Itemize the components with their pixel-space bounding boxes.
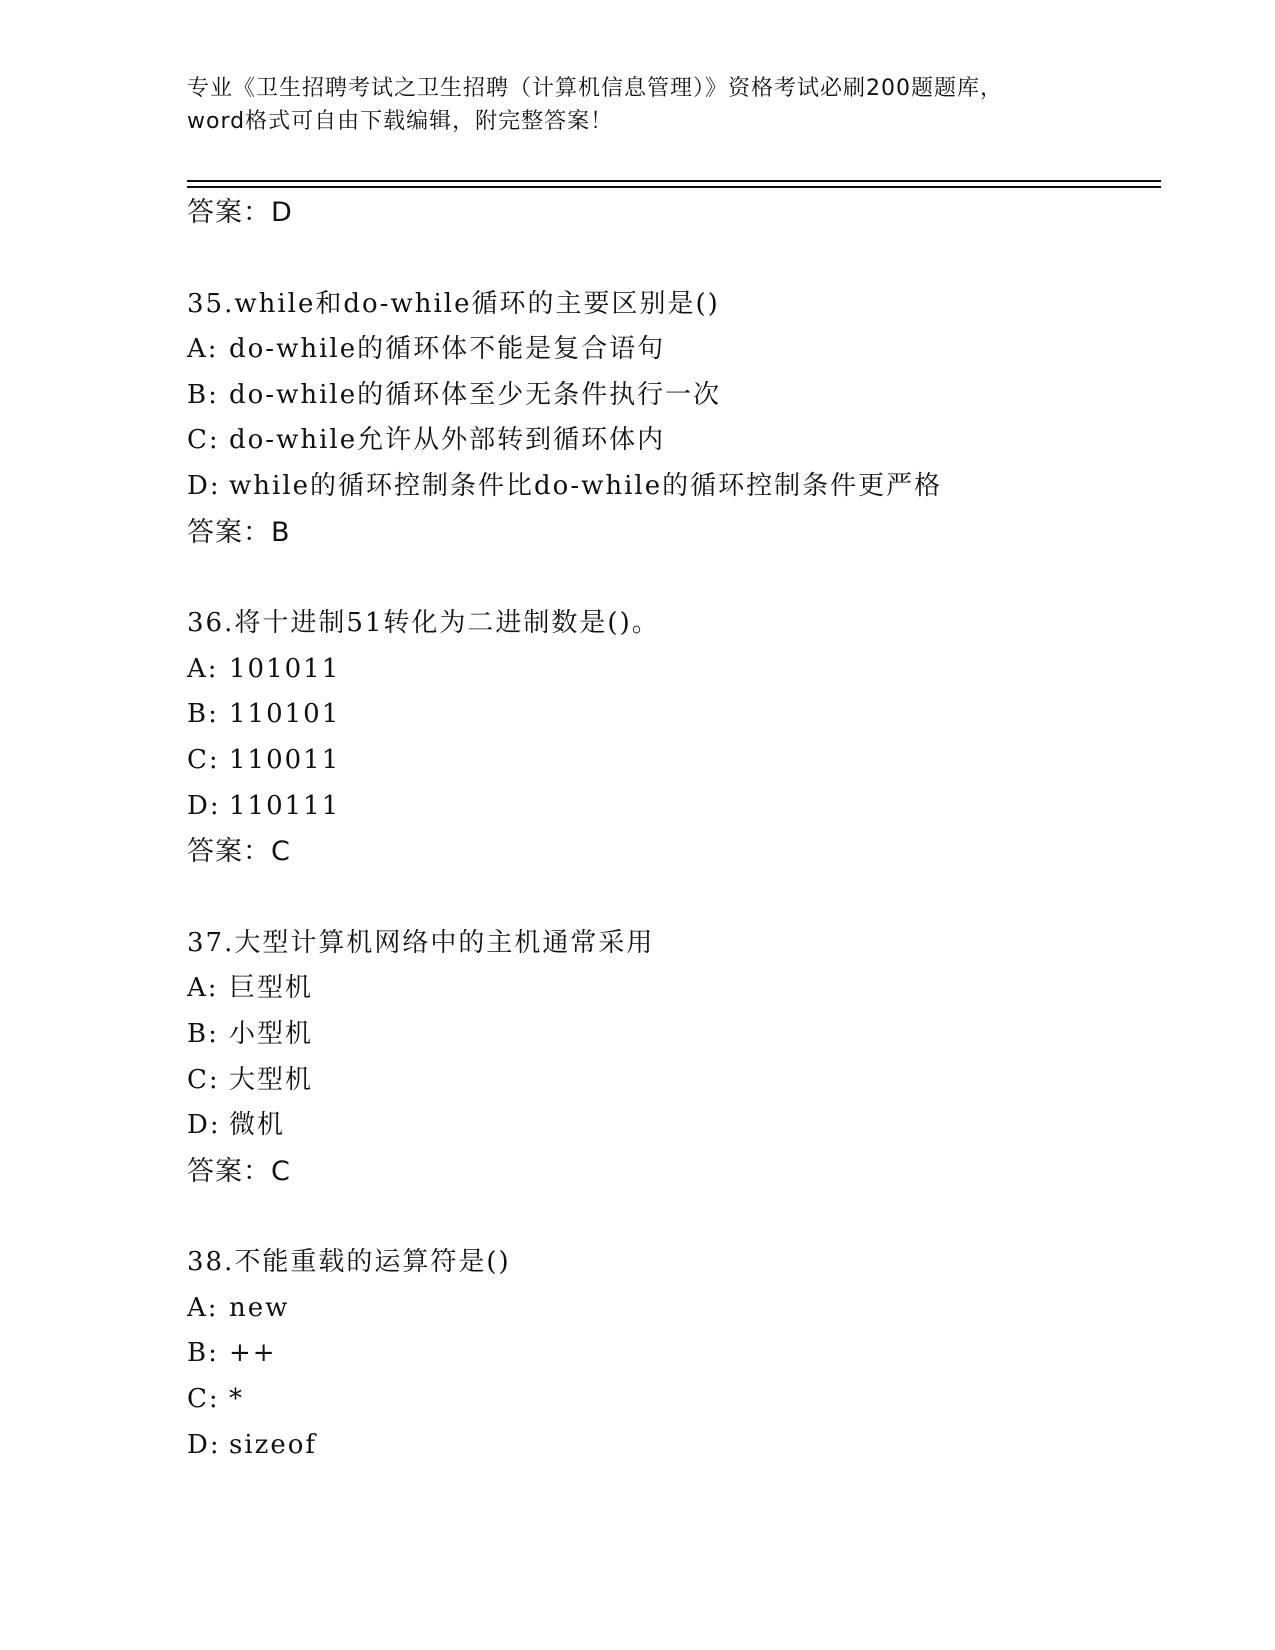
option-text: while的循环控制条件比do-while的循环控制条件更严格	[229, 470, 943, 501]
option-text: 110101	[229, 699, 341, 730]
option-text: 110011	[229, 744, 341, 775]
option-letter: C:	[187, 1384, 220, 1415]
option-b	[187, 1012, 1127, 1058]
question-block-36	[187, 601, 1127, 875]
option-letter: D:	[187, 1429, 221, 1460]
option-text: sizeof	[229, 1429, 318, 1460]
spacer	[187, 555, 1127, 601]
option-text: do-while的循环体不能是复合语句	[229, 334, 666, 365]
option-text: new	[229, 1292, 290, 1323]
option-d	[187, 464, 1127, 510]
option-letter: D:	[187, 790, 221, 821]
option-letter: B:	[187, 1018, 219, 1049]
option-b	[187, 1331, 1127, 1377]
option-c	[187, 738, 1127, 784]
option-letter: B:	[187, 699, 219, 730]
option-letter: B:	[187, 379, 219, 410]
option-d	[187, 1423, 1127, 1469]
option-b	[187, 692, 1127, 738]
option-letter: B:	[187, 1338, 219, 1369]
option-a	[187, 966, 1127, 1012]
option-a	[187, 327, 1127, 373]
answer: 答案：C	[187, 1155, 291, 1187]
header-line-2: word格式可自由下载编辑，附完整答案！	[187, 109, 614, 134]
option-c	[187, 1058, 1127, 1104]
option-a	[187, 647, 1127, 693]
document-header	[187, 72, 1087, 138]
question-text: 35.while和do-while循环的主要区别是()	[187, 288, 720, 319]
option-letter: A:	[187, 334, 219, 365]
header-line-1: 专业《卫生招聘考试之卫生招聘（计算机信息管理）》资格考试必刷200题题库，	[187, 76, 1003, 101]
question-block-37	[187, 921, 1127, 1195]
option-c	[187, 418, 1127, 464]
question-list	[187, 190, 1127, 1468]
option-letter: C:	[187, 744, 220, 775]
spacer	[187, 236, 1127, 282]
option-letter: A:	[187, 973, 219, 1004]
option-text: 110111	[229, 790, 341, 821]
option-letter: C:	[187, 425, 220, 456]
option-b	[187, 373, 1127, 419]
question-text: 36.将十进制51转化为二进制数是()。	[187, 608, 660, 639]
header-divider-bottom	[187, 186, 1161, 188]
option-text: ++	[229, 1338, 277, 1369]
option-text: 大型机	[229, 1064, 314, 1095]
option-c	[187, 1377, 1127, 1423]
question-block-38	[187, 1240, 1127, 1468]
answer: 答案：B	[187, 516, 291, 548]
question-text: 38.不能重载的运算符是()	[187, 1247, 511, 1278]
option-letter: C:	[187, 1064, 220, 1095]
option-text: 小型机	[229, 1018, 314, 1049]
option-text: 巨型机	[229, 973, 314, 1004]
option-text: do-while的循环体至少无条件执行一次	[229, 379, 722, 410]
option-text: 微机	[229, 1110, 286, 1141]
question-block-35	[187, 282, 1127, 556]
answer-34: 答案：D	[187, 197, 293, 228]
option-letter: A:	[187, 653, 219, 684]
spacer	[187, 875, 1127, 921]
option-letter: D:	[187, 470, 221, 501]
option-letter: A:	[187, 1292, 219, 1323]
spacer	[187, 1194, 1127, 1240]
option-text: do-while允许从外部转到循环体内	[229, 425, 666, 456]
option-text: *	[229, 1384, 244, 1415]
option-d	[187, 784, 1127, 830]
option-letter: D:	[187, 1110, 221, 1141]
option-text: 101011	[229, 653, 341, 684]
answer: 答案：C	[187, 836, 291, 868]
header-divider-top	[187, 180, 1161, 182]
question-text: 37.大型计算机网络中的主机通常采用	[187, 927, 655, 958]
option-a	[187, 1286, 1127, 1332]
option-d	[187, 1103, 1127, 1149]
